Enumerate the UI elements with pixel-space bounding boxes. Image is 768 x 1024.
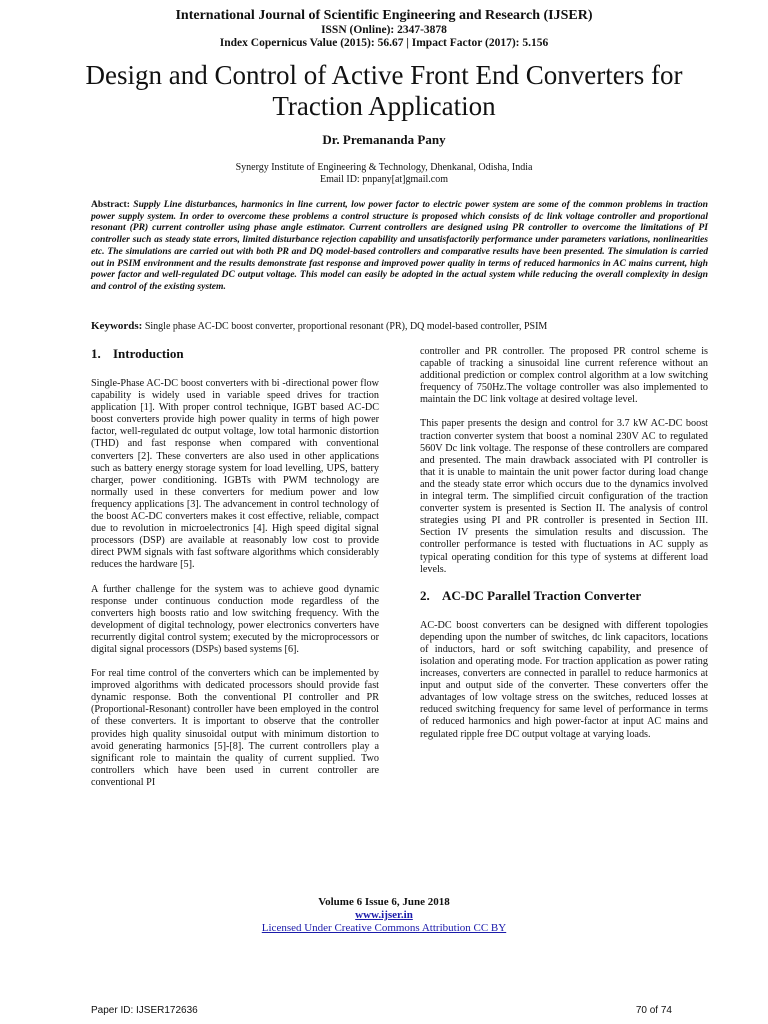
abstract-label: Abstract: — [91, 199, 130, 210]
section-heading-introduction — [91, 346, 379, 362]
email: Email ID: pnpany[at]gmail.com — [319, 174, 449, 185]
author-name: Dr. Premananda Pany — [322, 132, 446, 147]
issn: ISSN (Online): 2347-3878 — [321, 24, 447, 36]
journal-header — [0, 8, 768, 50]
page-footer — [0, 896, 768, 935]
license-link[interactable]: Licensed Under Creative Commons Attribution CC BY — [261, 922, 507, 934]
keywords-label: Keywords: — [91, 320, 143, 332]
journal-name: International Journal of Scientific Engineering and Research (IJSER) — [175, 8, 593, 23]
volume-issue: Volume 6 Issue 6, June 2018 — [318, 896, 450, 908]
right-column — [420, 346, 708, 753]
section-title: AC-DC Parallel Traction Converter — [442, 587, 642, 603]
index-impact: Index Copernicus Value (2015): 56.67 | Impact Factor (2017): 5.156 — [219, 37, 549, 49]
paragraph: controller and PR controller. The proposed PR control scheme is capable of tracking a sinusoidal line current reference without an additional prediction or complex control algorithm at a low switching frequency of 750Hz.The voltage controller was also implemented to maintain the DC link voltage at desired voltage level. — [420, 346, 708, 406]
section-number: 2. — [420, 587, 430, 603]
left-column — [91, 346, 379, 801]
paragraph: For real time control of the converters which can be implemented by improved algorithms with dedicated processors should provide fast dynamic response. Both the conventional PI controller and PR (Proportional-Resonant) controller have been employed in the control of these converters. It is important to observe that the controller provides high quality sinusoidal output with minimum distortion to avoid generating harmonics [5]-[8]. The current controllers play a significant role to maintain the quality of current supplied. Two controllers which have been used in current controller are conventional PI — [91, 668, 379, 788]
journal-website-link[interactable]: www.ijser.in — [355, 909, 413, 921]
affiliation-block — [0, 162, 768, 186]
abstract-text: Supply Line disturbances, harmonics in line current, low power factor to electric power system are some of the common problems in traction power supply system. In order to overcome these problems a control structure is proposed which consists of dc link voltage controller and proportional resonant (PR) current controller using phase angle estimator. Current controllers are designed using PR controller to overcome the limitations of PI controller such as steady state errors, limited disturbance rejection capability and unsatisfactorily performance under parameters variations, nonlinearities etc. The simulations are carried out with both PR and DQ model-based controllers and comparative results have been presented. The simulation is carried out in PSIM environment and the results demonstrate fast response and improved power quality in terms of reduced harmonics in AC mains current, high power factor and well-regulated DC output voltage. This model can easily be adopted in the actual system while reducing the overall complexity in design and control of the existing system. — [91, 199, 708, 292]
section-number: 1. — [91, 346, 101, 361]
keywords — [91, 320, 708, 333]
abstract — [91, 199, 708, 293]
section-title: Introduction — [113, 346, 184, 361]
section-heading-acdc — [420, 588, 708, 604]
keywords-text: Single phase AC-DC boost converter, proportional resonant (PR), DQ model-based controller, PSIM — [144, 321, 548, 332]
paragraph: AC-DC boost converters can be designed with different topologies depending upon the number of switches, dc link capacitors, locations of inductors, hard or soft switching capability, and presence of isolation and operating mode. For traction application as power rating increases, converters are connected in parallel to reduce harmonics at input and output side of the converter. These converters offer the advantages of low voltage stress on the switches, reduced losses at reduced switching frequency for same level of performance in terms of reduced harmonics and high power-factor at input AC mains and regulated ripple free DC output voltage at varying loads. — [420, 619, 708, 740]
paragraph: A further challenge for the system was to achieve good dynamic response under continuous conduction mode regardless of the converters high boosts ratio and low switching frequency. With the development of digital technology, power electronics converters have recurrently digital control system; executed by the microprocessors or digital signal processors (DSPs) based systems [6]. — [91, 583, 379, 655]
paragraph: Single-Phase AC-DC boost converters with bi -directional power flow capability is widely used in variable speed drives for traction application [1]. With proper control technique, IGBT based AC-DC boost converters provide high power quality in terms of high power factor, well-regulated dc output voltage, low total harmonic distortion (THD) and fast response when compared with conventional converters [2]. These converters are also used in other applications such as battery energy storage system for load levelling, UPS, battery charger, power conditioning. IGBTs with PWM technology are normally used in these converters for medium power and low frequency applications [3]. The advancement in control technology of the boost AC-DC converters makes it cost effective, reliable, compact due to revolution in microelectronics [4]. High speed digital signal processors (DSP) are available at reasonably low cost to provide direct PWM signals with fast software algorithms which considerably reduces the hardware [5]. — [91, 378, 379, 571]
affiliation: Synergy Institute of Engineering & Technology, Dhenkanal, Odisha, India — [235, 162, 533, 173]
paper-title: Design and Control of Active Front End Converters for Traction Application — [85, 60, 683, 121]
page-number: 70 of 74 — [635, 1005, 672, 1016]
paper-id: Paper ID: IJSER172636 — [91, 1005, 198, 1016]
paragraph: This paper presents the design and control for 3.7 kW AC-DC boost traction converter system that boost a nominal 230V AC to regulated 560V Dc link voltage. The response of these controllers are compared and presented. The main drawback associated with PI controller is that it is unable to maintain the unit power factor during load change and the steady state error which occurs due to the dynamics involved in integral term. The simplified circuit configuration of the traction converter system is presented is Section II. The analysis of control strategies using PI and PR controller is presented in Section III. Section IV presents the simulation results and discussion. The controller performance is tested with fluctuations in AC supply as typical operating condition for this type of systems at different load levels. — [420, 418, 708, 575]
